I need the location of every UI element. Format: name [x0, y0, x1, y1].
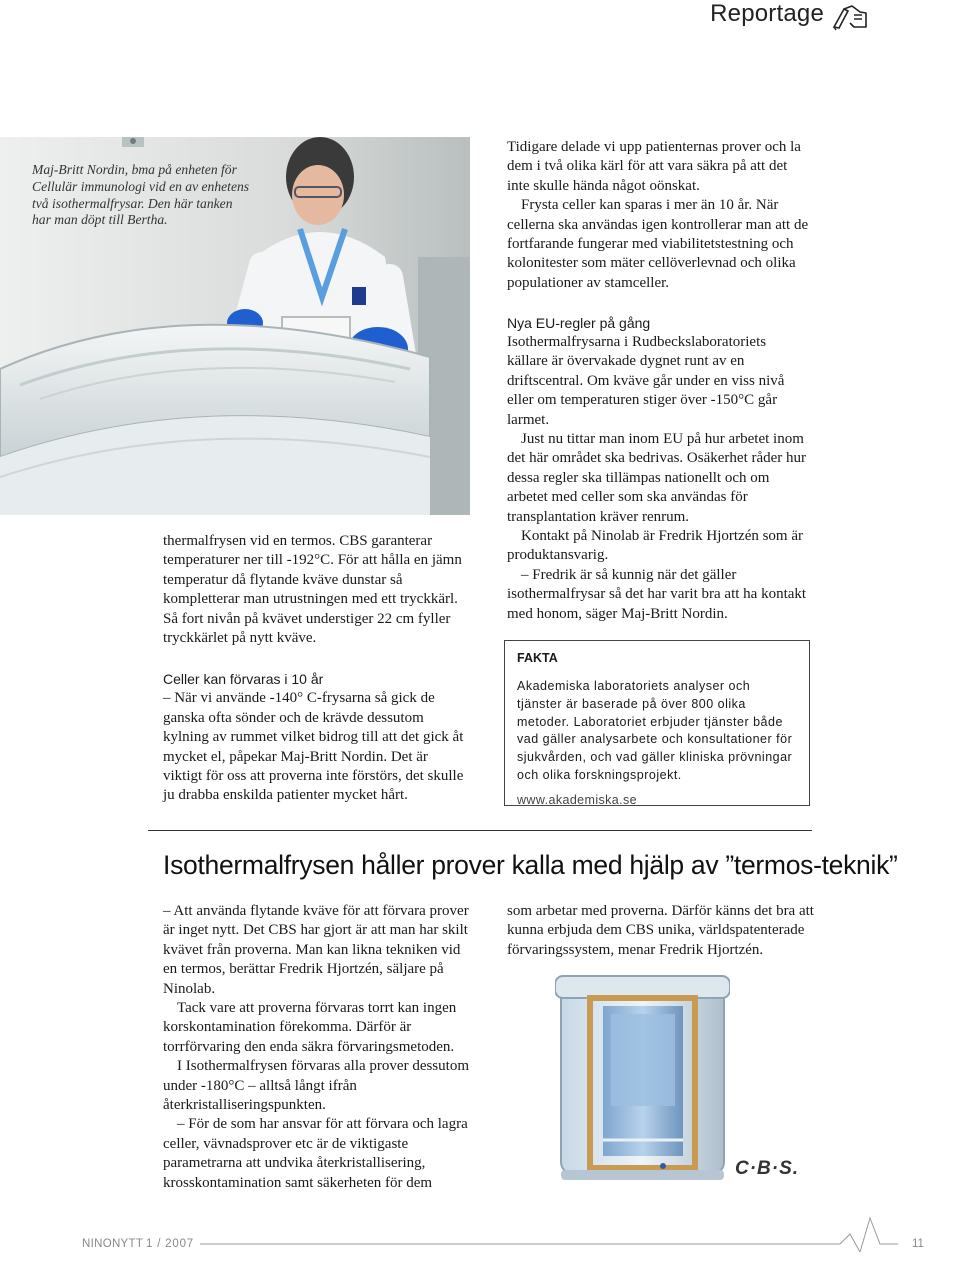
fact-box-title: FAKTA	[517, 651, 558, 665]
photo-caption: Maj-Britt Nordin, bma på enheten för Cellulär immunologi vid en av enhetens två isothermalfrysar. Den här tanken har man döpt till Bertha.	[32, 162, 250, 228]
writing-hand-icon	[830, 3, 870, 31]
paragraph: – När vi använde -140° C-frysarna så gick de ganska ofta sönder och de krävde dessutom kylning av rummet vilket bidrog till att det gick åt mycket el, påpekar Maj-Britt Nordin. Det är viktigt för oss att proverna inte förstörs, det skulle ju drabba enskilda patienter mycket hårt.	[163, 690, 464, 804]
paragraph: I Isothermalfrysen förvaras alla prover dessutom under -180°C – alltså långt ifrån återkristalliseringspunkten.	[163, 1058, 469, 1114]
paragraph: Just nu tittar man inom EU på hur arbetet inom det här området ska bedrivas. Osäkerhet råder hur dessa regler ska tillämpas nationellt och om arbetet med celler som ska användas för transplantation kräver renrum.	[507, 431, 807, 525]
paragraph: som arbetar med proverna. Därför känns det bra att kunna erbjuda dem CBS unika, världspatenterade förvaringssystem, menar Fredrik Hjortzén.	[507, 903, 814, 958]
paragraph: – Att använda flytande kväve för att förvara prover är inget nytt. Det CBS har gjort är att man har skilt kvävet från proverna. Man kan likna tekniken vid en termos, berättar Fredrik Hjortzén, säljare på Ninolab.	[163, 903, 469, 997]
heartbeat-line-icon	[200, 1212, 898, 1252]
paragraph: Kontakt på Ninolab är Fredrik Hjortzén som är produktansvarig.	[507, 528, 804, 564]
subheading: Nya EU-regler på gång	[507, 315, 651, 331]
right-column-middle	[507, 314, 809, 624]
divider	[148, 830, 812, 831]
right-column-top	[507, 138, 809, 293]
section-label: Reportage	[710, 0, 824, 27]
article-right-column	[507, 902, 817, 960]
paragraph: – För de som har ansvar för att förvara och lagra celler, vävnadsprover etc är de viktigaste parametrarna att undvika återkristallisering, krosskontamination samt säkerheten för dem	[163, 1116, 468, 1191]
isothermal-freezer-illustration	[555, 970, 730, 1185]
paragraph: thermalfrysen vid en termos. CBS garanterar temperaturer ner till -192°C. För att hålla en jämn temperatur då flytande kväve dunstar så kompletterar man utrustningen med ett tryckkärl. Så fort nivån på kvävet understiger 22 cm fyller tryckkärlet på nytt kväve.	[163, 533, 462, 647]
article-heading: Isothermalfrysen håller prover kalla med hjälp av ”termos-teknik”	[163, 850, 898, 880]
left-column-middle	[163, 532, 465, 806]
article-left-column	[163, 902, 475, 1193]
paragraph: Tidigare delade vi upp patienternas prover och la dem i två olika kärl för att vara säkra på att det inte skulle hända något oönskat.	[507, 139, 801, 194]
paragraph: Tack vare att proverna förvaras torrt kan ingen korskontamination förekomma. Därför är torrförvaring den enda säkra förvaringsmetoden.	[163, 1000, 457, 1055]
subheading: Celler kan förvaras i 10 år	[163, 671, 324, 688]
fact-box-link[interactable]: www.akademiska.se	[517, 792, 638, 807]
paragraph: Frysta celler kan sparas i mer än 10 år. När cellerna ska användas igen kontrollerar man att de fortfarande fungerar med viabilitetstestning och kolonitester som mäter cellöverlevnad och olika populationer av stamceller.	[507, 197, 809, 291]
page-number: 11	[912, 1238, 924, 1250]
footer-issue: 1 / 2007	[146, 1238, 194, 1250]
fact-box-text: Akademiska laboratoriets analyser och tjänster är baserade på över 800 olika metoder. Laboratoriet erbjuder tjänster både vad gäller analysarbete och konsultationer för sjukvården, och vad gäller kliniska prövningar och olika forskningsprojekt.	[517, 679, 793, 782]
paragraph: Isothermalfrysarna i Rudbeckslaboratoriets källare är övervakade dygnet runt av en driftscentral. Om kväve går under en viss nivå eller om temperaturen stiger över -150°C går larmet.	[507, 334, 785, 428]
cbs-logo: C·B·S.	[735, 1158, 800, 1179]
footer-magazine: NINONYTT	[82, 1238, 144, 1250]
paragraph: – Fredrik är så kunnig när det gäller isothermalfrysar så det har varit bra att ha kontakt med honom, säger Maj-Britt Nordin.	[507, 566, 807, 622]
fact-box	[504, 640, 810, 806]
